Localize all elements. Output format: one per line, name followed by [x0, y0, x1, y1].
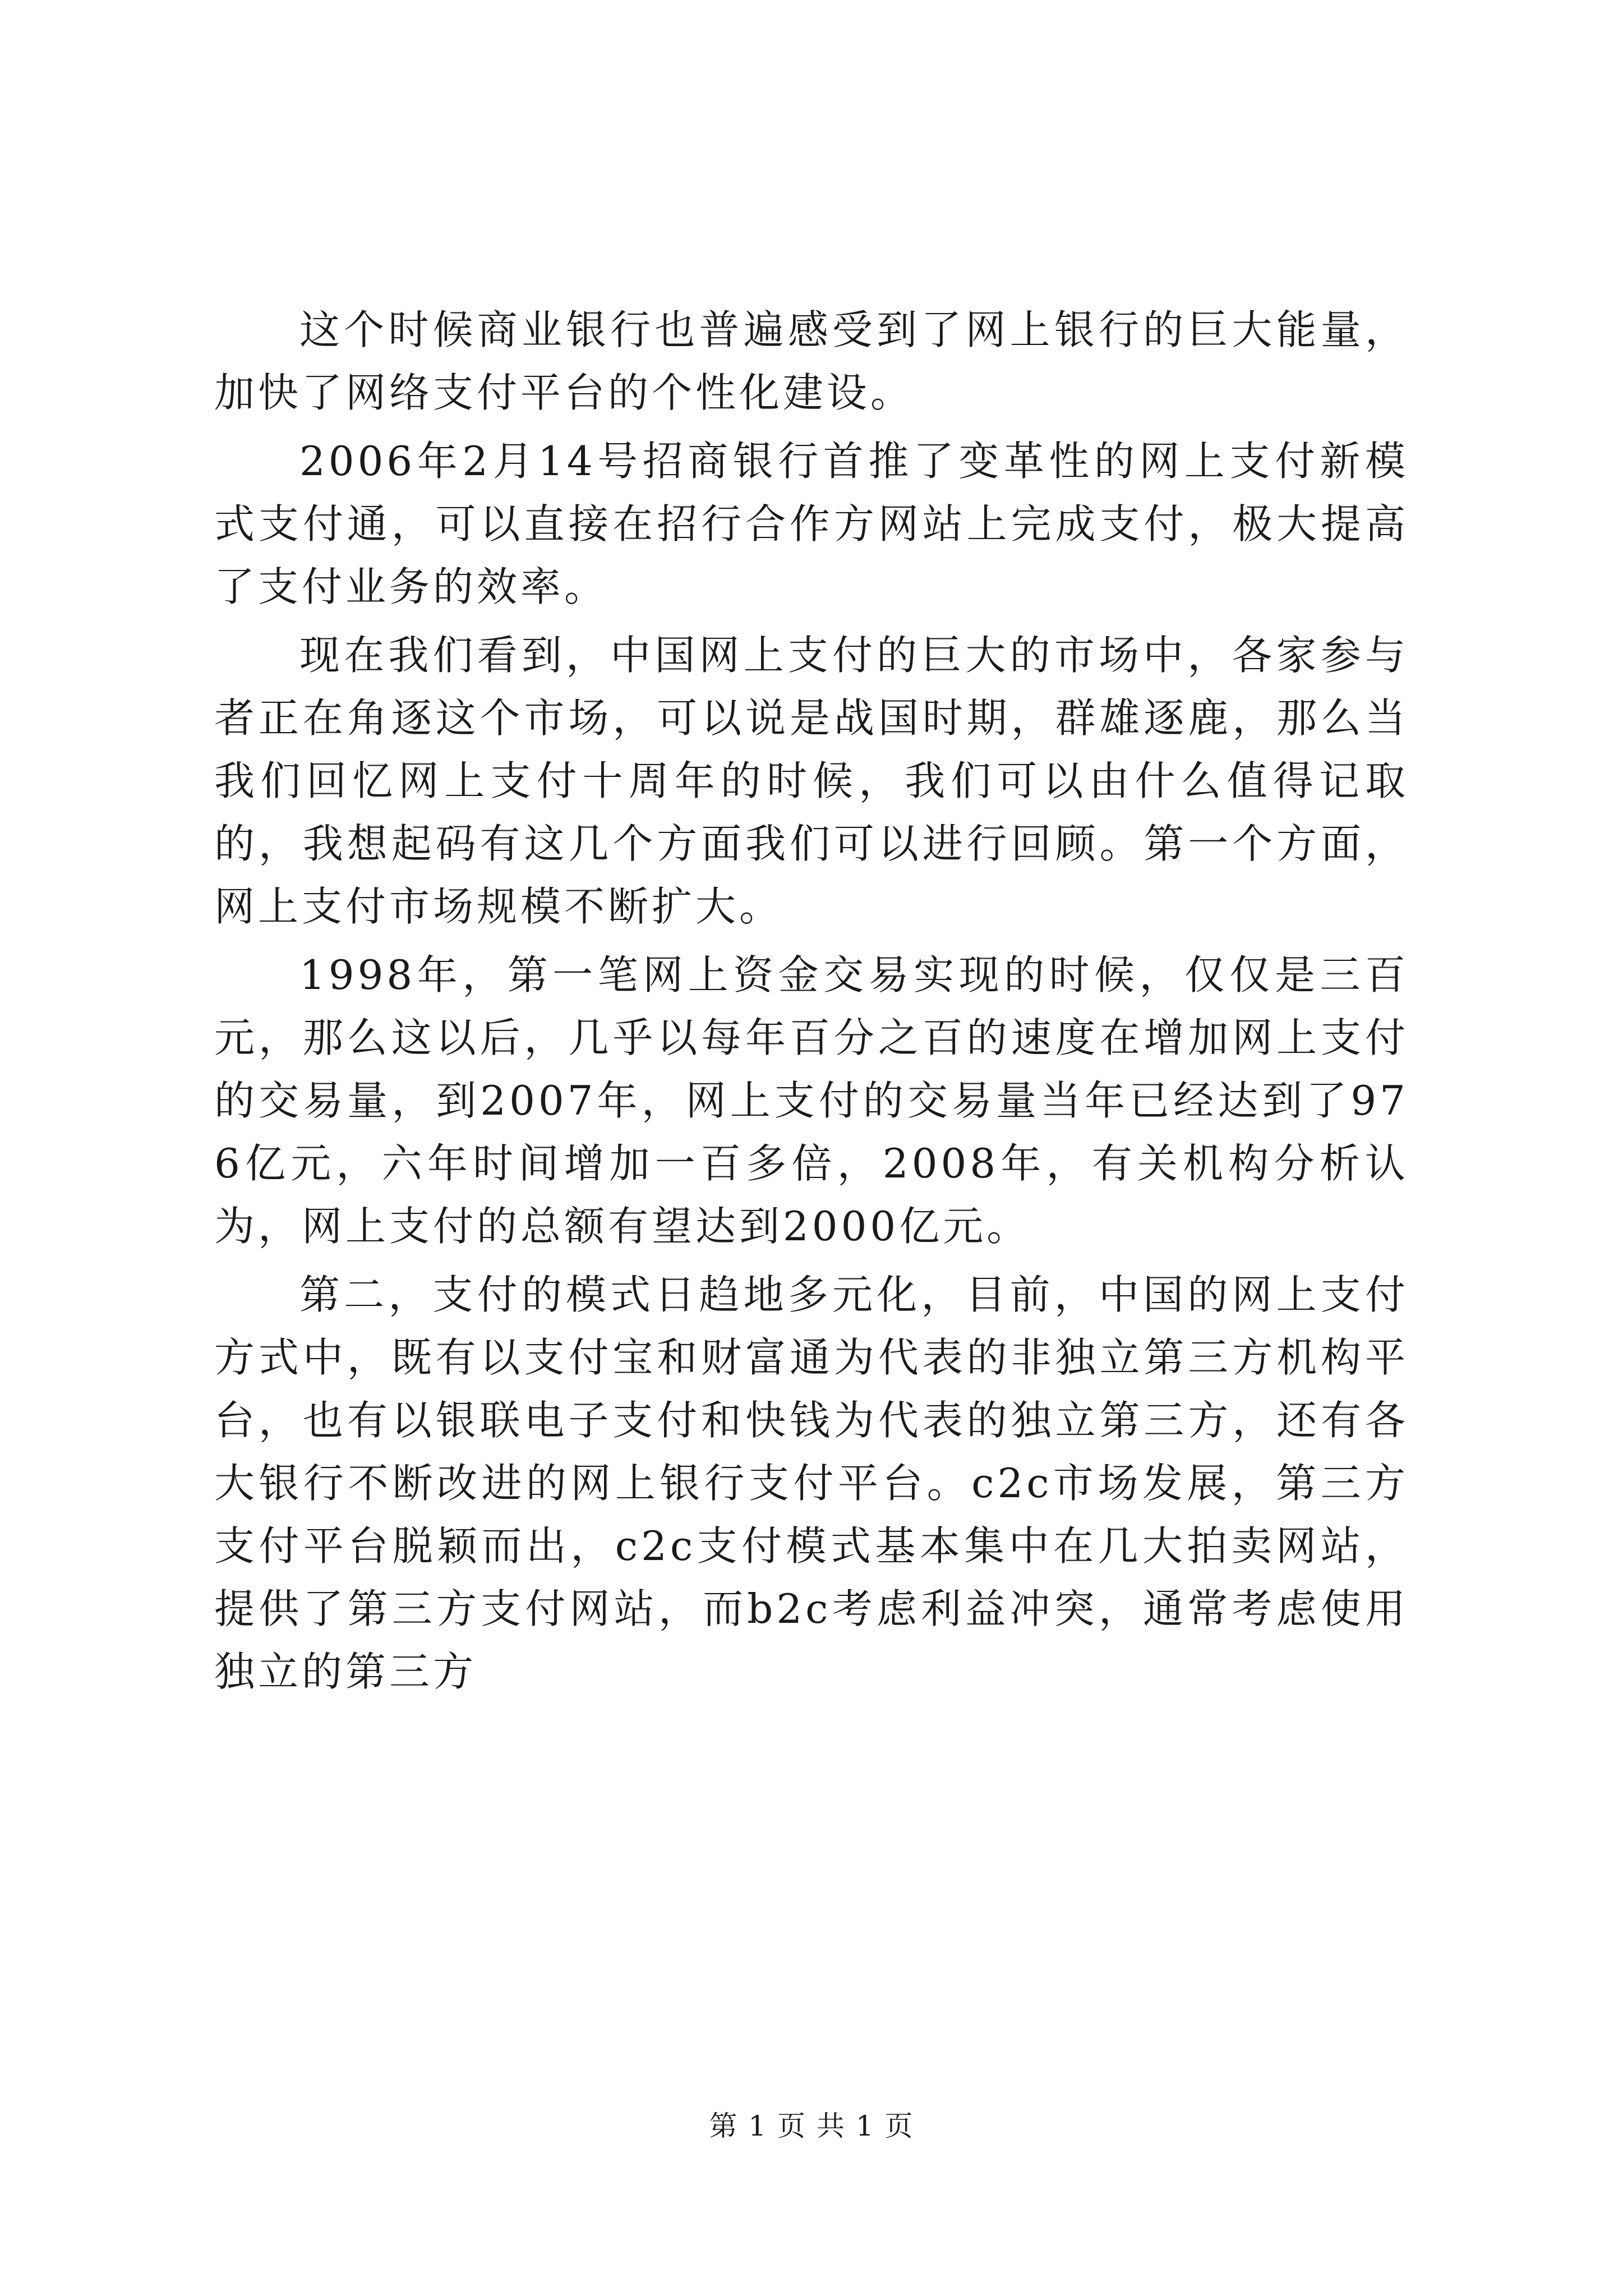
page-footer: 第 1 页 共 1 页 [709, 2110, 914, 2142]
paragraph: 这个时候商业银行也普遍感受到了网上银行的巨大能量，加快了网络支付平台的个性化建设。 [214, 306, 1409, 416]
document-body [214, 298, 1409, 1709]
paragraph: 现在我们看到，中国网上支付的巨大的市场中，各家参与者正在角逐这个市场，可以说是战国时期，群雄逐鹿，那么当我们回忆网上支付十周年的时候，我们可以由什么值得记取的，我想起码有这几个方面我们可以进行回顾。第一个方面，网上支付市场规模不断扩大。 [214, 632, 1409, 930]
paragraph: 1998年，第一笔网上资金交易实现的时候，仅仅是三百元，那么这以后，几乎以每年百分之百的速度在增加网上支付的交易量，到2007年，网上支付的交易量当年已经达到了976亿元，六年时间增加一百多倍，2008年，有关机构分析认为，网上支付的总额有望达到2000亿元。 [214, 951, 1409, 1250]
paragraph: 第二，支付的模式日趋地多元化，目前，中国的网上支付方式中，既有以支付宝和财富通为代表的非独立第三方机构平台，也有以银联电子支付和快钱为代表的独立第三方，还有各大银行不断改进的网上银行支付平台。c2c市场发展，第三方支付平台脱颖而出，c2c支付模式基本集中在几大拍卖网站，提供了第三方支付网站，而b2c考虑利益冲突，通常考虑使用独立的第三方 [214, 1271, 1409, 1695]
paragraph: 2006年2月14号招商银行首推了变革性的网上支付新模式支付通，可以直接在招行合作方网站上完成支付，极大提高了支付业务的效率。 [214, 438, 1409, 610]
